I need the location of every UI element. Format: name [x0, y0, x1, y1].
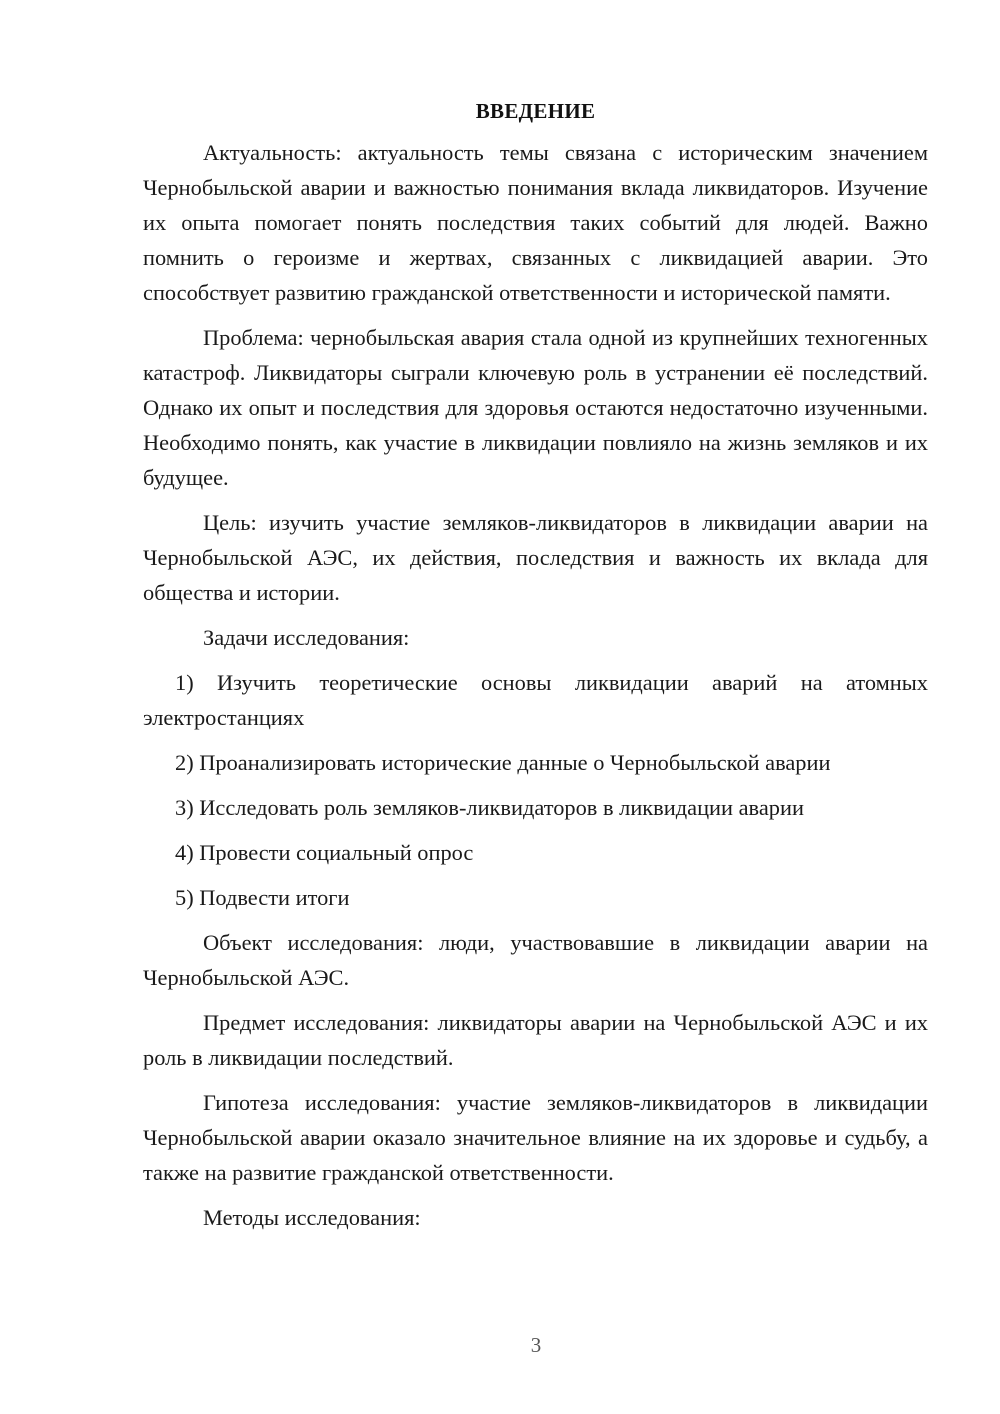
methods-heading: Методы исследования:: [203, 1205, 421, 1230]
task-item-3: 3) Исследовать роль земляков-ликвидаторов в ликвидации аварии: [175, 795, 804, 820]
page-number: 3: [530, 1333, 542, 1357]
subject-paragraph: Предмет исследования: ликвидаторы аварии на Чернобыльской АЭС и их роль в ликвидации последствий.: [143, 1010, 928, 1070]
task-item-5: 5) Подвести итоги: [175, 885, 350, 910]
task-item-2: 2) Проанализировать исторические данные о Чернобыльской аварии: [175, 750, 831, 775]
tasks-heading: Задачи исследования:: [203, 625, 410, 650]
task-item-1: 1) Изучить теоретические основы ликвидации аварий на атомных электростанциях: [143, 670, 928, 730]
object-paragraph: Объект исследования: люди, участвовавшие в ликвидации аварии на Чернобыльской АЭС.: [143, 930, 928, 990]
hypothesis-paragraph: Гипотеза исследования: участие земляков-ликвидаторов в ликвидации Чернобыльской аварии оказало значительное влияние на их здоровье и судьбу, а также на развитие гражданской ответственности.: [143, 1090, 928, 1185]
relevance-paragraph: Актуальность: актуальность темы связана с историческим значением Чернобыльской аварии и важностью понимания вклада ликвидаторов. Изучение их опыта помогает понять последствия таких событий для людей. Важно помнить о героизме и жертвах, связанных с ликвидацией аварии. Это способствует развитию гражданской ответственности и исторической памяти.: [143, 140, 928, 305]
task-item-4: 4) Провести социальный опрос: [175, 840, 474, 865]
goal-paragraph: Цель: изучить участие земляков-ликвидаторов в ликвидации аварии на Чернобыльской АЭС, их действия, последствия и важность их вклада для общества и истории.: [143, 510, 928, 605]
page-content: [143, 96, 928, 1245]
section-title: ВВЕДЕНИЕ: [475, 99, 596, 123]
problem-paragraph: Проблема: чернобыльская авария стала одной из крупнейших техногенных катастроф. Ликвидаторы сыграли ключевую роль в устранении её последствий. Однако их опыт и последствия для здоровья остаются недостаточно изученными. Необходимо понять, как участие в ликвидации повлияло на жизнь земляков и их будущее.: [143, 325, 928, 490]
